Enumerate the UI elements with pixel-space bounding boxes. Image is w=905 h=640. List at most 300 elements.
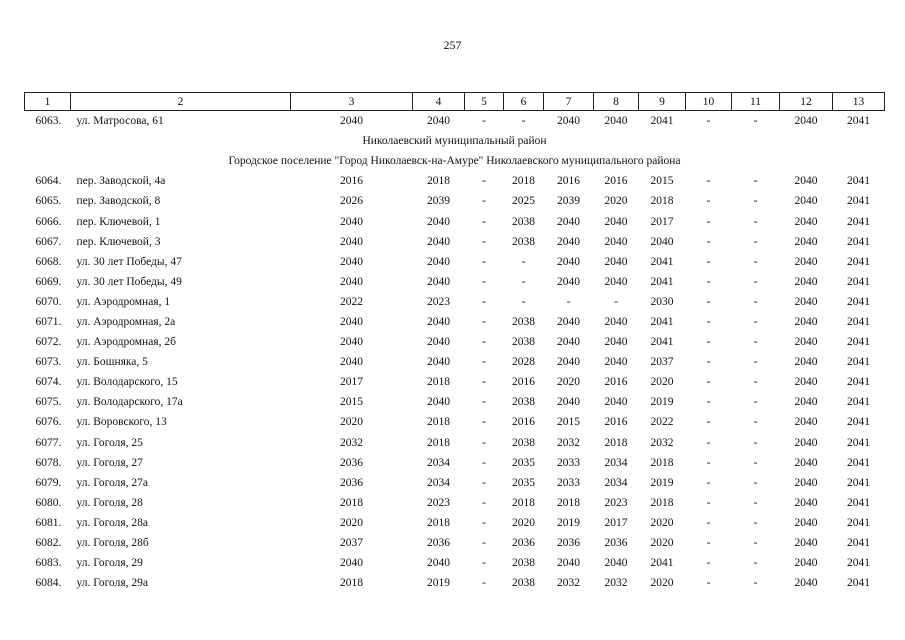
column-header: 12 [780, 93, 833, 111]
row-number: 6081. [35, 516, 62, 529]
table-cell: 2020 [650, 537, 674, 550]
address-cell: ул. Гоголя, 27а [76, 476, 149, 489]
table-cell: - [706, 315, 711, 328]
address-cell: ул. Бошняка, 5 [76, 356, 148, 369]
column-header: 10 [686, 93, 732, 111]
table-cell: 2018 [604, 436, 628, 449]
table-row [25, 453, 885, 473]
table-cell: - [753, 195, 758, 208]
table-cell: 2019 [427, 577, 450, 590]
address-cell: ул. Володарского, 15 [76, 376, 178, 389]
table-cell: 2022 [340, 295, 363, 308]
table-cell: - [753, 557, 758, 570]
column-header: 7 [544, 93, 594, 111]
table-cell: 2040 [604, 315, 628, 328]
table-cell: 2040 [557, 315, 580, 328]
address-cell: ул. Матросова, 61 [76, 115, 164, 128]
table-cell: 2022 [650, 416, 674, 429]
table-cell: 2041 [847, 336, 870, 349]
table-cell: - [482, 235, 486, 248]
table-cell: 2040 [427, 396, 450, 409]
address-cell: ул. Гоголя, 29 [76, 557, 143, 570]
address-cell: ул. 30 лет Победы, 49 [76, 275, 182, 288]
table-cell: 2040 [794, 356, 818, 369]
table-row [25, 171, 885, 191]
table-cell: - [482, 436, 486, 449]
table-cell: 2040 [794, 456, 818, 469]
table-cell: 2040 [794, 436, 818, 449]
row-number: 6083. [35, 557, 62, 570]
table-cell: 2041 [847, 496, 870, 509]
table-cell: - [482, 376, 486, 389]
row-number: 6076. [35, 416, 62, 429]
table-cell: 2041 [847, 175, 870, 188]
table-cell: 2037 [650, 356, 674, 369]
table-cell: - [482, 315, 486, 328]
row-number: 6071. [35, 315, 62, 328]
table-cell: - [706, 115, 711, 128]
table-cell: 2041 [847, 537, 870, 550]
table-cell: 2040 [794, 336, 818, 349]
table-cell: - [482, 416, 486, 429]
table-cell: 2018 [427, 516, 450, 529]
table-cell: 2032 [650, 436, 674, 449]
table-cell: 2019 [557, 516, 580, 529]
table-cell: - [482, 255, 486, 268]
table-cell: - [706, 496, 711, 509]
table-cell: 2040 [557, 115, 580, 128]
table-cell: 2016 [604, 416, 628, 429]
table-cell: 2040 [794, 557, 818, 570]
row-number: 6074. [35, 376, 62, 389]
table-cell: 2018 [427, 436, 450, 449]
table-cell: - [521, 115, 526, 128]
table-cell: - [482, 175, 486, 188]
table-cell: 2018 [427, 416, 450, 429]
table-cell: - [706, 537, 711, 550]
table-cell: - [482, 577, 486, 590]
address-cell: ул. Аэродромная, 1 [76, 295, 171, 308]
table-cell: - [753, 356, 758, 369]
table-row [25, 573, 885, 593]
table-cell: 2040 [557, 356, 580, 369]
section-row [25, 151, 885, 171]
table-cell: 2023 [427, 295, 450, 308]
table-cell: - [753, 115, 758, 128]
table-cell: - [706, 436, 711, 449]
table-cell: - [753, 416, 758, 429]
table-cell: - [706, 416, 711, 429]
table-cell: 2038 [512, 315, 535, 328]
table-cell: 2039 [427, 195, 450, 208]
table-cell: 2018 [650, 195, 674, 208]
table-cell: 2040 [340, 235, 363, 248]
table-cell: - [753, 295, 758, 308]
table-cell: - [753, 235, 758, 248]
table-cell: 2018 [427, 175, 450, 188]
table-cell: 2041 [847, 255, 870, 268]
table-cell: 2038 [512, 557, 535, 570]
table-row [25, 272, 885, 292]
address-cell: ул. Гоголя, 28 [76, 496, 143, 509]
table-cell: 2038 [512, 396, 535, 409]
table-cell: 2033 [557, 456, 580, 469]
column-header: 1 [25, 93, 71, 111]
row-number: 6084. [35, 577, 62, 590]
table-cell: 2032 [340, 436, 363, 449]
table-row [25, 412, 885, 432]
table-cell: 2018 [427, 376, 450, 389]
table-cell: 2041 [847, 456, 870, 469]
header-row [25, 93, 885, 111]
table-cell: 2015 [650, 175, 674, 188]
table-cell: - [753, 255, 758, 268]
table-cell: 2041 [847, 476, 870, 489]
row-number: 6070. [35, 295, 62, 308]
address-cell: ул. Гоголя, 25 [76, 436, 143, 449]
table-cell: 2040 [427, 215, 450, 228]
table-cell: - [706, 175, 711, 188]
table-cell: 2017 [650, 215, 674, 228]
table-cell: 2040 [340, 115, 363, 128]
table-cell: - [753, 456, 758, 469]
table-cell: 2015 [340, 396, 363, 409]
data-table [24, 92, 885, 593]
table-cell: - [706, 295, 711, 308]
table-cell: 2018 [557, 496, 580, 509]
table-cell: 2040 [794, 416, 818, 429]
table-cell: 2033 [557, 476, 580, 489]
row-number: 6066. [35, 215, 62, 228]
table-cell: 2041 [847, 115, 870, 128]
table-cell: - [753, 516, 758, 529]
table-cell: - [482, 215, 486, 228]
table-cell: 2041 [847, 516, 870, 529]
table-cell: 2016 [340, 175, 363, 188]
table-cell: 2040 [604, 557, 628, 570]
table-cell: 2041 [847, 295, 870, 308]
row-number: 6065. [35, 195, 62, 208]
table-cell: 2038 [512, 336, 535, 349]
table-cell: 2036 [427, 537, 450, 550]
row-number: 6075. [35, 396, 62, 409]
table-cell: 2041 [847, 356, 870, 369]
table-cell: - [482, 295, 486, 308]
address-cell: ул. 30 лет Победы, 47 [76, 255, 182, 268]
table-cell: - [706, 396, 711, 409]
table-cell: 2038 [512, 215, 535, 228]
row-number: 6080. [35, 496, 62, 509]
table-cell: - [482, 115, 486, 128]
table-cell: - [614, 295, 618, 308]
table-row [25, 533, 885, 553]
table-row [25, 493, 885, 513]
table-cell: 2016 [512, 376, 535, 389]
table-cell: 2040 [557, 557, 580, 570]
table-cell: 2040 [427, 557, 450, 570]
table-cell: 2041 [847, 235, 870, 248]
table-cell: - [753, 476, 758, 489]
table-cell: - [753, 537, 758, 550]
table-cell: - [753, 496, 758, 509]
table-cell: - [706, 255, 711, 268]
table-row [25, 372, 885, 392]
table-cell: 2018 [340, 496, 363, 509]
table-cell: 2041 [650, 336, 674, 349]
address-cell: ул. Гоголя, 27 [76, 456, 143, 469]
table-cell: 2020 [340, 416, 363, 429]
table-cell: 2041 [650, 255, 674, 268]
column-header: 11 [732, 93, 780, 111]
table-cell: 2016 [604, 376, 628, 389]
table-cell: 2041 [650, 115, 674, 128]
row-number: 6067. [35, 235, 62, 248]
table-row [25, 553, 885, 573]
table-cell: 2025 [512, 195, 535, 208]
row-number: 6063. [35, 115, 62, 128]
table-cell: - [482, 496, 486, 509]
address-cell: пер. Заводской, 8 [76, 195, 161, 208]
address-cell: ул. Гоголя, 29а [76, 577, 149, 590]
column-header: 6 [504, 93, 544, 111]
table-cell: 2041 [650, 275, 674, 288]
table-cell: 2040 [794, 577, 818, 590]
table-cell: - [482, 476, 486, 489]
table-cell: 2040 [557, 235, 580, 248]
table-cell: 2040 [340, 315, 363, 328]
table-cell: 2040 [794, 195, 818, 208]
address-cell: ул. Аэродромная, 2б [76, 336, 176, 349]
table-cell: 2040 [340, 215, 363, 228]
table-cell: - [482, 195, 486, 208]
table-cell: - [753, 315, 758, 328]
section-district: Николаевский муниципальный район [362, 135, 547, 148]
table-cell: 2040 [604, 235, 628, 248]
table-cell: 2040 [794, 175, 818, 188]
table-cell: 2036 [512, 537, 535, 550]
table-cell: 2040 [427, 235, 450, 248]
column-header: 13 [833, 93, 885, 111]
table-cell: 2023 [427, 496, 450, 509]
table-row [25, 211, 885, 231]
table-cell: 2018 [512, 175, 535, 188]
table-cell: 2032 [557, 577, 580, 590]
table-cell: - [706, 577, 711, 590]
table-cell: - [753, 215, 758, 228]
table-row [25, 111, 885, 132]
table-row [25, 191, 885, 211]
table-cell: 2040 [604, 336, 628, 349]
table-cell: 2034 [604, 476, 628, 489]
table-row [25, 433, 885, 453]
row-number: 6064. [35, 175, 62, 188]
table-row [25, 252, 885, 272]
table-cell: - [753, 396, 758, 409]
table-row [25, 352, 885, 372]
table-row [25, 292, 885, 312]
column-header: 5 [465, 93, 504, 111]
table-cell: - [521, 275, 526, 288]
table-cell: - [706, 516, 711, 529]
address-cell: ул. Аэродромная, 2а [76, 315, 176, 328]
table-cell: 2019 [650, 396, 674, 409]
table-cell: 2040 [427, 255, 450, 268]
table-cell: - [706, 456, 711, 469]
table-cell: 2040 [557, 275, 580, 288]
table-cell: - [753, 275, 758, 288]
table-cell: 2040 [427, 356, 450, 369]
table-cell: 2020 [604, 195, 628, 208]
table-cell: - [482, 456, 486, 469]
address-cell: пер. Заводской, 4а [76, 175, 166, 188]
table-cell: 2016 [557, 175, 580, 188]
table-cell: 2040 [340, 336, 363, 349]
address-cell: ул. Гоголя, 28а [76, 516, 149, 529]
table-cell: 2040 [650, 235, 674, 248]
address-cell: пер. Ключевой, 1 [76, 215, 161, 228]
table-cell: 2040 [604, 255, 628, 268]
table-cell: 2038 [512, 436, 535, 449]
row-number: 6069. [35, 275, 62, 288]
table-cell: 2020 [650, 516, 674, 529]
table-cell: 2040 [340, 275, 363, 288]
table-cell: 2041 [847, 577, 870, 590]
table-cell: 2034 [604, 456, 628, 469]
row-number: 6072. [35, 336, 62, 349]
table-cell: - [753, 336, 758, 349]
column-header: 9 [639, 93, 686, 111]
table-cell: - [482, 275, 486, 288]
table-cell: 2040 [794, 255, 818, 268]
row-number: 6073. [35, 356, 62, 369]
table-cell: 2020 [557, 376, 580, 389]
table-cell: - [521, 255, 526, 268]
table-cell: 2040 [794, 235, 818, 248]
table-cell: 2018 [512, 496, 535, 509]
table-cell: 2040 [604, 275, 628, 288]
table-cell: 2035 [512, 476, 535, 489]
table-cell: 2040 [794, 537, 818, 550]
table-cell: 2040 [794, 315, 818, 328]
row-number: 6078. [35, 456, 62, 469]
table-cell: - [482, 537, 486, 550]
table-row [25, 312, 885, 332]
table-cell: 2040 [427, 315, 450, 328]
table-cell: - [521, 295, 526, 308]
address-cell: ул. Володарского, 17а [76, 396, 183, 409]
table-row [25, 392, 885, 412]
table-cell: 2041 [847, 396, 870, 409]
table-cell: 2030 [650, 295, 674, 308]
table-cell: 2018 [650, 496, 674, 509]
table-cell: 2040 [427, 336, 450, 349]
table-cell: 2036 [604, 537, 628, 550]
table-cell: 2041 [847, 436, 870, 449]
table-cell: 2040 [794, 516, 818, 529]
table-cell: - [753, 436, 758, 449]
table-cell: - [706, 215, 711, 228]
table-cell: - [566, 295, 571, 308]
table-cell: 2036 [340, 456, 363, 469]
table-cell: 2023 [604, 496, 628, 509]
table-cell: 2028 [512, 356, 535, 369]
row-number: 6082. [35, 537, 62, 550]
table-cell: 2040 [794, 376, 818, 389]
table-cell: 2020 [340, 516, 363, 529]
table-cell: 2018 [650, 456, 674, 469]
table-cell: 2041 [847, 275, 870, 288]
table-cell: 2040 [604, 215, 628, 228]
table-cell: 2041 [847, 376, 870, 389]
table-row [25, 513, 885, 533]
table-cell: - [482, 396, 486, 409]
table-cell: 2040 [794, 275, 818, 288]
section-row [25, 131, 885, 151]
table-cell: 2040 [794, 476, 818, 489]
table-cell: - [482, 336, 486, 349]
table-cell: 2041 [650, 315, 674, 328]
row-number: 6077. [35, 436, 62, 449]
table-cell: 2039 [557, 195, 580, 208]
table-cell: 2040 [340, 255, 363, 268]
table-cell: 2041 [847, 315, 870, 328]
table-cell: - [706, 376, 711, 389]
table-cell: 2040 [427, 275, 450, 288]
table-row [25, 232, 885, 252]
table-cell: 2040 [794, 115, 818, 128]
table-cell: 2041 [650, 557, 674, 570]
table-cell: 2034 [427, 456, 450, 469]
table-cell: - [753, 376, 758, 389]
table-cell: 2040 [604, 396, 628, 409]
table-cell: 2032 [557, 436, 580, 449]
table-cell: - [706, 356, 711, 369]
table-cell: 2020 [512, 516, 535, 529]
table-cell: 2040 [427, 115, 450, 128]
table-cell: 2016 [604, 175, 628, 188]
table-cell: 2036 [557, 537, 580, 550]
table-cell: 2017 [604, 516, 628, 529]
table-cell: 2040 [794, 215, 818, 228]
table-cell: 2035 [512, 456, 535, 469]
table-cell: 2034 [427, 476, 450, 489]
table-cell: 2040 [557, 215, 580, 228]
column-header: 8 [594, 93, 639, 111]
table-cell: 2038 [512, 577, 535, 590]
table-cell: 2040 [557, 396, 580, 409]
table-cell: 2020 [650, 376, 674, 389]
table-cell: - [706, 275, 711, 288]
table-cell: 2019 [650, 476, 674, 489]
table-cell: 2041 [847, 557, 870, 570]
table-cell: 2037 [340, 537, 363, 550]
section-settlement: Городское поселение "Город Николаевск-на-Амуре" Николаевского муниципального района [228, 155, 681, 168]
table-cell: - [753, 577, 758, 590]
table-row [25, 473, 885, 493]
table-cell: 2040 [340, 557, 363, 570]
table-cell: 2040 [557, 336, 580, 349]
row-number: 6068. [35, 255, 62, 268]
table-cell: 2041 [847, 215, 870, 228]
table-cell: - [482, 557, 486, 570]
table-cell: 2040 [604, 356, 628, 369]
table-cell: 2040 [794, 295, 818, 308]
table-cell: 2040 [604, 115, 628, 128]
address-cell: ул. Гоголя, 28б [76, 537, 149, 550]
table-cell: 2020 [650, 577, 674, 590]
table-cell: 2041 [847, 416, 870, 429]
table-cell: 2036 [340, 476, 363, 489]
